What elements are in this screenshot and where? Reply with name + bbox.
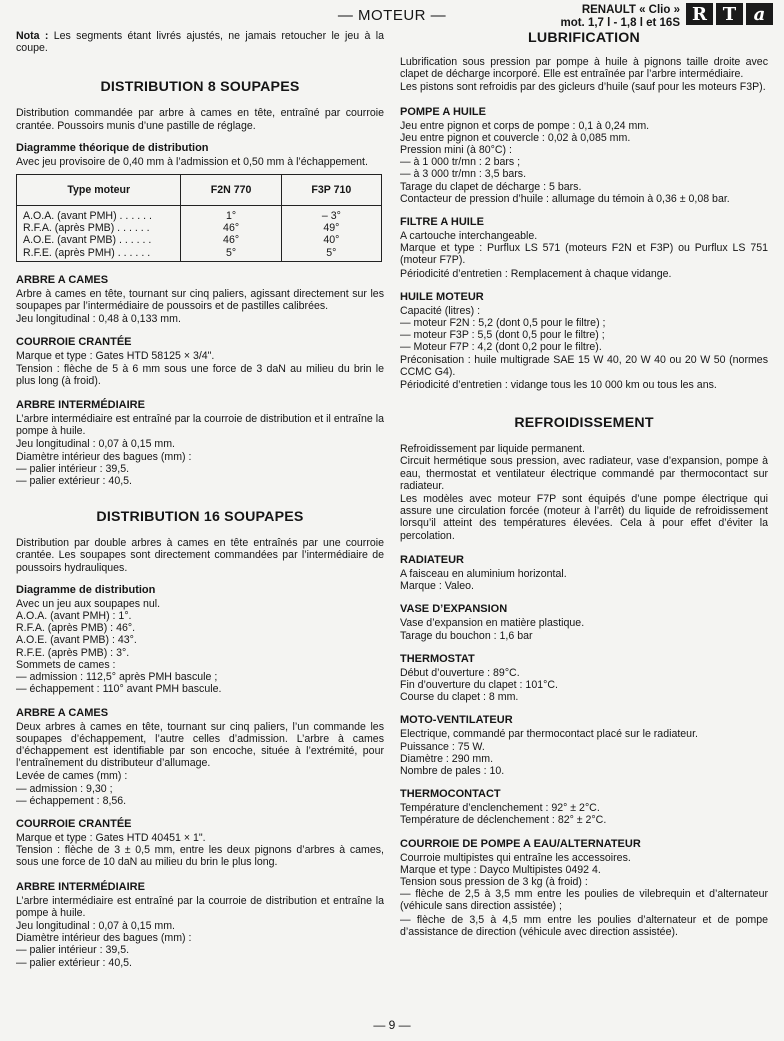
dist8-inter-title: ARBRE INTERMÉDIAIRE [16, 399, 145, 412]
dist8-courroie-tension: Tension : flèche de 5 à 6 mm sous une force de 3 daN au milieu du brin le plus long (à froid). [16, 362, 384, 387]
vehicle-brand: RENAULT « Clio » [581, 4, 680, 16]
dist8-diagram-text: Avec jeu provisoire de 0,40 mm à l’admission et 0,50 mm à l’échappement. [16, 155, 368, 168]
huile-line: Périodicité d’entretien : vidange tous les 10 000 km ou tous les ans. [400, 379, 717, 392]
dist16-inter-jeu: Jeu longitudinal : 0,07 à 0,15 mm. [16, 919, 176, 932]
section-title-dist16: DISTRIBUTION 16 SOUPAPES [96, 509, 304, 526]
pompe-line: Jeu entre pignon et corps de pompe : 0,1 à 0,24 mm. [400, 119, 650, 132]
table-cell: 40° [281, 234, 381, 246]
thermostat-line: Début d’ouverture : 89°C. [400, 666, 520, 679]
nota-text: Les segments étant livrés ajustés, ne jamais retoucher le jeu à la coupe. [16, 30, 384, 55]
table-header-f2n: F2N 770 [181, 175, 281, 206]
dist8-inter-p1: — palier intérieur : 39,5. [16, 462, 130, 475]
dist16-diagram-line: Avec un jeu aux soupapes nul. [16, 597, 161, 610]
huile-line: Préconisation : huile multigrade SAE 15 W 40, 20 W 40 ou 20 W 50 (normes CCMC G4). [400, 353, 768, 378]
dist8-cames-jeu: Jeu longitudinal : 0,48 à 0,133 mm. [16, 313, 181, 326]
table-cell: – 3° [281, 206, 381, 223]
moto-line: Electrique, commandé par thermocontact placé sur le radiateur. [400, 728, 698, 741]
refr-p2: Circuit hermétique sous pression, avec radiateur, vase d’expansion, pompe à eau, thermostat et ventilateur électrique commandé par thermocontact sur radiateur. [400, 455, 768, 492]
thermostat-line: Course du clapet : 8 mm. [400, 691, 519, 704]
dist16-inter-p2: — palier extérieur : 40,5. [16, 956, 132, 969]
table-row [17, 206, 382, 223]
dist8-cames-title: ARBRE A CAMES [16, 273, 109, 286]
pompe-line: Tarage du clapet de décharge : 5 bars. [400, 180, 582, 193]
filtre-line: Périodicité d’entretien : Remplacement à chaque vidange. [400, 267, 672, 280]
table-cell: 46° [181, 222, 281, 234]
moto-line: Puissance : 75 W. [400, 740, 485, 753]
dist8-courroie-marque: Marque et type : Gates HTD 58125 × 3/4". [16, 350, 215, 363]
dist16-courroie-title: COURROIE CRANTÉE [16, 817, 132, 830]
section-title-refroidissement: REFROIDISSEMENT [514, 415, 654, 432]
section-title-lubrification: LUBRIFICATION [528, 30, 640, 46]
pompe-line: — à 1 000 tr/mn : 2 bars ; [400, 156, 521, 169]
huile-line: — moteur F2N : 5,2 (dont 0,5 pour le filtre) ; [400, 317, 606, 330]
table-cell: 5° [281, 247, 381, 262]
table-row [17, 234, 382, 246]
refr-p3: Les modèles avec moteur F7P sont équipés d’une pompe électrique qui assure une circulation forcée (moteur à l’arrêt) du liquide de refroidissement lorsqu’il atteint des températures élevées. Cela à pour effet d’éviter la percolation. [400, 493, 768, 542]
nota-label: Nota : [16, 30, 49, 42]
dist16-diagram-line: — échappement : 110° avant PMH bascule. [16, 683, 222, 696]
thermocontact-title: THERMOCONTACT [400, 788, 501, 801]
dist16-diagram-line: R.F.A. (après PMB) : 46°. [16, 622, 136, 635]
lub-p1: Lubrification sous pression par pompe à huile à pignons taille droite avec clapet de décharge incorporé. Elle est entraînée par l’arbre intermédiaire. [400, 56, 768, 81]
pompe-huile-title: POMPE A HUILE [400, 105, 486, 118]
radiateur-line: A faisceau en aluminium horizontal. [400, 567, 567, 580]
dist8-inter-diam: Diamètre intérieur des bagues (mm) : [16, 450, 192, 463]
table-cell: R.F.E. (après PMH) . . . . . . [17, 247, 181, 262]
dist16-diagram-line: A.O.A. (avant PMH) : 1°. [16, 610, 132, 623]
dist8-inter-text: L’arbre intermédiaire est entraîné par la courroie de distribution et il entraîne la pompe à huile. [16, 413, 384, 438]
dist16-diagram-title: Diagramme de distribution [16, 583, 156, 596]
thermostat-title: THERMOSTAT [400, 652, 475, 665]
rta-logo [686, 3, 773, 25]
dist16-diagram-line: R.F.E. (après PMB) : 3°. [16, 646, 130, 659]
timing-table [16, 174, 382, 262]
left-column [16, 30, 384, 969]
dist16-diagram-line: Sommets de cames : [16, 658, 116, 671]
table-cell: 1° [181, 206, 281, 223]
dist8-courroie-title: COURROIE CRANTÉE [16, 336, 132, 349]
dist16-levee-echappement: — échappement : 8,56. [16, 794, 127, 807]
table-cell: A.O.E. (avant PMB) . . . . . . [17, 234, 181, 246]
courroie-pompe-line: Tension sous pression de 3 kg (à froid) : [400, 875, 588, 888]
running-header-vehicle [560, 4, 680, 30]
table-row [17, 247, 382, 262]
dist16-intro: Distribution par double arbres à cames en tête entraînés par une courroie crantée. Les soupapes sont directement commandées par l’intermédiaire de poussoirs hydrauliques. [16, 537, 384, 574]
filtre-line: A cartouche interchangeable. [400, 230, 538, 243]
moto-ventilateur-title: MOTO-VENTILATEUR [400, 714, 513, 727]
refr-p1: Refroidissement par liquide permanent. [400, 443, 585, 456]
vase-expansion-title: VASE D’EXPANSION [400, 603, 508, 616]
dist8-cames-text: Arbre à cames en tête, tournant sur cinq paliers, agissant directement sur les soupapes par l’intermédiaire de poussoirs et de pastilles calibrées. [16, 287, 384, 313]
dist16-inter-diam: Diamètre intérieur des bagues (mm) : [16, 932, 192, 945]
dist8-diagram-title: Diagramme théorique de distribution [16, 141, 209, 154]
table-cell: 49° [281, 222, 381, 234]
engine-models: mot. 1,7 l - 1,8 l et 16S [560, 17, 680, 29]
dist8-inter-p2: — palier extérieur : 40,5. [16, 475, 132, 488]
pompe-line: Jeu entre pignon et couvercle : 0,02 à 0,085 mm. [400, 131, 631, 144]
section-title-dist8: DISTRIBUTION 8 SOUPAPES [100, 79, 300, 96]
running-header-section: — MOTEUR — [337, 7, 447, 24]
table-row [17, 222, 382, 234]
table-cell: R.F.A. (après PMB) . . . . . . [17, 222, 181, 234]
vase-line: Vase d’expansion en matière plastique. [400, 617, 585, 630]
huile-line: — moteur F3P : 5,5 (dont 0,5 pour le filtre) ; [400, 329, 605, 342]
radiateur-title: RADIATEUR [400, 553, 464, 566]
pompe-line: — à 3 000 tr/mn : 3,5 bars. [400, 168, 527, 181]
table-cell: 5° [181, 247, 281, 262]
courroie-pompe-line: — flèche de 2,5 à 3,5 mm entre les poulies de vilebrequin et d’alternateur (véhicule sans direction assistée) ; [400, 888, 768, 913]
nota-paragraph [16, 30, 384, 54]
moto-line: Nombre de pales : 10. [400, 764, 505, 777]
logo-letter-t: T [716, 3, 743, 25]
lub-p2: Les pistons sont refroidis par des gicleurs d’huile (sauf pour les moteurs F3P). [400, 81, 766, 94]
filtre-line: Marque et type : Purflux LS 571 (moteurs F2N et F3P) ou Purflux LS 751 (moteur F7P). [400, 242, 768, 267]
dist16-inter-p1: — palier intérieur : 39,5. [16, 944, 130, 957]
table-cell: 46° [181, 234, 281, 246]
thermostat-line: Fin d’ouverture du clapet : 101°C. [400, 678, 558, 691]
page-number: — 9 — [373, 1018, 411, 1032]
courroie-pompe-line: Courroie multipistes qui entraîne les accessoires. [400, 851, 631, 864]
logo-letter-r: R [686, 3, 713, 25]
dist16-diagram-line: — admission : 112,5° après PMH bascule ; [16, 671, 218, 684]
radiateur-line: Marque : Valeo. [400, 580, 475, 593]
courroie-pompe-line: Marque et type : Dayco Multipistes 0492 4. [400, 863, 601, 876]
dist16-levee-admission: — admission : 9,30 ; [16, 782, 113, 795]
thermocontact-line: Température d’enclenchement : 92° ± 2°C. [400, 802, 600, 815]
dist16-cames-text: Deux arbres à cames en tête, tournant sur cinq paliers, l’un commande les soupapes d’échappement, l’autre celles d’admission. L’arbre à cames d’échappement est identifiable par son encoche, située à l’extrémité, pour l’entraînement du distributeur d’allumage. [16, 720, 384, 770]
huile-line: Capacité (litres) : [400, 304, 481, 317]
logo-letter-a: a [746, 3, 773, 25]
table-header-type: Type moteur [17, 175, 181, 206]
dist16-inter-title: ARBRE INTERMÉDIAIRE [16, 880, 145, 893]
huile-line: — Moteur F7P : 4,2 (dont 0,2 pour le filtre). [400, 341, 602, 354]
dist16-cames-title: ARBRE A CAMES [16, 706, 109, 719]
pompe-line: Pression mini (à 80°C) : [400, 144, 512, 157]
table-cell: A.O.A. (avant PMH) . . . . . . [17, 206, 181, 223]
thermocontact-line: Température de déclenchement : 82° ± 2°C. [400, 814, 607, 827]
dist16-courroie-tension: Tension : flèche de 3 ± 0,5 mm, entre les deux pignons d’arbres à cames, sous une force de 10 daN au milieu du brin le plus long. [16, 844, 384, 869]
dist16-inter-text: L’arbre intermédiaire est entraîné par la courroie de distribution et entraîne la pompe à huile. [16, 894, 384, 919]
right-column [400, 30, 768, 939]
courroie-pompe-line: — flèche de 3,5 à 4,5 mm entre les poulies d’alternateur et de pompe d’assistance de direction (véhicule avec direction assistée). [400, 913, 768, 938]
dist8-intro: Distribution commandée par arbre à cames en tête, entraîné par courroie crantée. Poussoirs munis d’une pastille de réglage. [16, 107, 384, 132]
filtre-huile-title: FILTRE A HUILE [400, 216, 484, 229]
dist16-courroie-marque: Marque et type : Gates HTD 40451 × 1". [16, 831, 206, 844]
courroie-pompe-title: COURROIE DE POMPE A EAU/ALTERNATEUR [400, 837, 641, 850]
table-header-f3p: F3P 710 [281, 175, 381, 206]
dist16-diagram-line: A.O.E. (avant PMB) : 43°. [16, 634, 137, 647]
dist16-levee: Levée de cames (mm) : [16, 770, 128, 783]
moto-line: Diamètre : 290 mm. [400, 752, 494, 765]
dist8-inter-jeu: Jeu longitudinal : 0,07 à 0,15 mm. [16, 438, 176, 451]
huile-moteur-title: HUILE MOTEUR [400, 290, 484, 303]
pompe-line: Contacteur de pression d’huile : allumage du témoin à 0,36 ± 0,08 bar. [400, 192, 730, 205]
vase-line: Tarage du bouchon : 1,6 bar [400, 629, 533, 642]
